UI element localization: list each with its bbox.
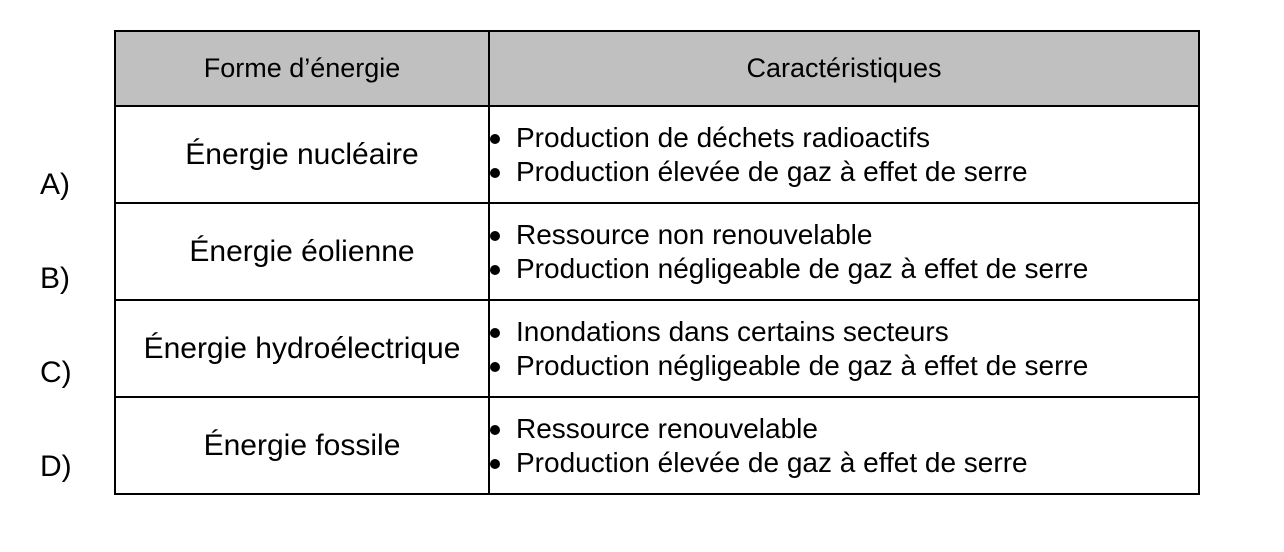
row-letter-c: C) [40, 356, 72, 389]
header-characteristics: Caractéristiques [489, 31, 1199, 106]
list-item: Ressource renouvelable [490, 412, 1198, 446]
traits-list [490, 218, 1198, 286]
characteristics-cell [489, 397, 1199, 494]
traits-list [490, 121, 1198, 189]
list-item: Production négligeable de gaz à effet de serre [490, 252, 1198, 286]
table-row [115, 203, 1199, 300]
characteristics-cell [489, 300, 1199, 397]
header-form: Forme d’énergie [115, 31, 489, 106]
energy-table [114, 30, 1200, 495]
row-letter-b: B) [40, 262, 70, 295]
energy-form: Énergie nucléaire [115, 106, 489, 203]
energy-form: Énergie hydroélectrique [115, 300, 489, 397]
list-item: Inondations dans certains secteurs [490, 315, 1198, 349]
traits-list [490, 412, 1198, 480]
traits-list [490, 315, 1198, 383]
table-row [115, 397, 1199, 494]
characteristics-cell [489, 106, 1199, 203]
list-item: Production élevée de gaz à effet de serre [490, 446, 1198, 480]
table-row [115, 106, 1199, 203]
list-item: Production élevée de gaz à effet de serre [490, 155, 1198, 189]
list-item: Ressource non renouvelable [490, 218, 1198, 252]
list-item: Production de déchets radioactifs [490, 121, 1198, 155]
row-letter-d: D) [40, 450, 72, 483]
energy-form: Énergie fossile [115, 397, 489, 494]
characteristics-cell [489, 203, 1199, 300]
energy-form: Énergie éolienne [115, 203, 489, 300]
list-item: Production négligeable de gaz à effet de serre [490, 349, 1198, 383]
table-row [115, 300, 1199, 397]
header-row [115, 31, 1199, 106]
row-letter-a: A) [40, 168, 70, 201]
